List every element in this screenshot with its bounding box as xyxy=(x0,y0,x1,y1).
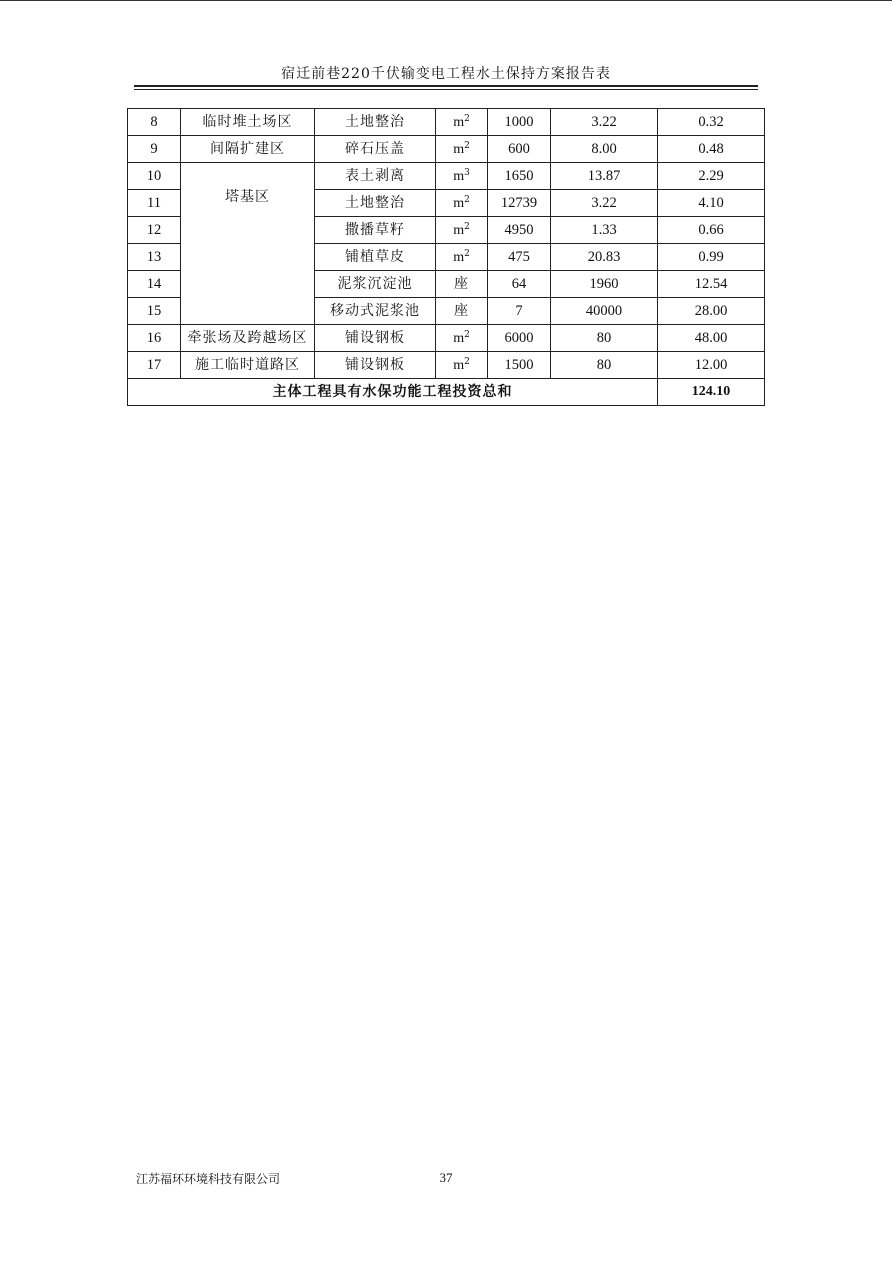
unit-superscript: 2 xyxy=(464,248,470,259)
unit-cell xyxy=(436,244,488,271)
unit-superscript: 2 xyxy=(464,329,470,340)
unit-price-cell: 1.33 xyxy=(551,217,658,244)
area-cell: 牵张场及跨越场区 xyxy=(181,325,315,352)
measure-cell: 移动式泥浆池 xyxy=(315,298,436,325)
quantity-cell: 12739 xyxy=(488,190,551,217)
quantity-cell: 64 xyxy=(488,271,551,298)
row-number: 14 xyxy=(128,271,181,298)
unit-cell xyxy=(436,109,488,136)
quantity-cell: 1500 xyxy=(488,352,551,379)
quantity-cell: 1000 xyxy=(488,109,551,136)
unit-superscript: 2 xyxy=(464,194,470,205)
investment-cell: 0.66 xyxy=(658,217,765,244)
measure-cell: 土地整治 xyxy=(315,109,436,136)
unit-base: m xyxy=(453,222,465,238)
unit-superscript: 2 xyxy=(464,113,470,124)
investment-cell: 2.29 xyxy=(658,163,765,190)
unit-cell xyxy=(436,163,488,190)
unit-base: m xyxy=(453,195,465,211)
measure-cell: 土地整治 xyxy=(315,190,436,217)
quantity-cell: 600 xyxy=(488,136,551,163)
unit-price-cell: 3.22 xyxy=(551,190,658,217)
unit-price-cell: 13.87 xyxy=(551,163,658,190)
unit-superscript: 2 xyxy=(464,140,470,151)
investment-cell: 4.10 xyxy=(658,190,765,217)
investment-cell: 28.00 xyxy=(658,298,765,325)
page-number: 37 xyxy=(439,1170,453,1185)
measure-cell: 铺设钢板 xyxy=(315,352,436,379)
unit-cell xyxy=(436,325,488,352)
unit-superscript: 2 xyxy=(464,221,470,232)
unit-price-cell: 40000 xyxy=(551,298,658,325)
table-row xyxy=(128,163,765,190)
measure-cell: 泥浆沉淀池 xyxy=(315,271,436,298)
measure-cell: 铺设钢板 xyxy=(315,325,436,352)
unit-cell xyxy=(436,190,488,217)
unit-base: m xyxy=(453,357,465,373)
measure-cell: 碎石压盖 xyxy=(315,136,436,163)
unit-base: m xyxy=(453,141,465,157)
footer-company-name: 江苏福环环境科技有限公司 xyxy=(136,1172,281,1186)
total-value: 124.10 xyxy=(658,379,765,406)
table-row xyxy=(128,109,765,136)
quantity-cell: 6000 xyxy=(488,325,551,352)
area-cell: 临时堆土场区 xyxy=(181,109,315,136)
unit-cell xyxy=(436,352,488,379)
measure-cell: 撒播草籽 xyxy=(315,217,436,244)
row-number: 17 xyxy=(128,352,181,379)
quantity-cell: 1650 xyxy=(488,163,551,190)
investment-cell: 48.00 xyxy=(658,325,765,352)
investment-cell: 12.54 xyxy=(658,271,765,298)
area-cell: 间隔扩建区 xyxy=(181,136,315,163)
unit-cell xyxy=(436,217,488,244)
row-number: 16 xyxy=(128,325,181,352)
page-top-border xyxy=(0,0,892,1)
total-row xyxy=(128,379,765,406)
header-rule xyxy=(134,85,758,87)
table-row xyxy=(128,136,765,163)
row-number: 13 xyxy=(128,244,181,271)
investment-cell: 0.99 xyxy=(658,244,765,271)
quantity-cell: 4950 xyxy=(488,217,551,244)
unit-price-cell: 80 xyxy=(551,352,658,379)
area-cell: 施工临时道路区 xyxy=(181,352,315,379)
unit-base: m xyxy=(453,330,465,346)
row-number: 10 xyxy=(128,163,181,190)
quantity-cell: 475 xyxy=(488,244,551,271)
unit-price-cell: 3.22 xyxy=(551,109,658,136)
total-label: 主体工程具有水保功能工程投资总和 xyxy=(128,379,658,406)
row-number: 12 xyxy=(128,217,181,244)
unit-cell: 座 xyxy=(436,298,488,325)
unit-base: m xyxy=(453,168,465,184)
page-header-title: 宿迁前巷220千伏输变电工程水土保持方案报告表 xyxy=(281,66,611,82)
unit-cell xyxy=(436,136,488,163)
row-number: 15 xyxy=(128,298,181,325)
soil-conservation-investment-table xyxy=(127,108,765,406)
unit-cell: 座 xyxy=(436,271,488,298)
tower-area-cell: 塔基区 xyxy=(181,163,315,325)
measure-cell: 表土剥离 xyxy=(315,163,436,190)
unit-price-cell: 1960 xyxy=(551,271,658,298)
investment-cell: 0.48 xyxy=(658,136,765,163)
row-number: 11 xyxy=(128,190,181,217)
header-rule-secondary xyxy=(134,89,758,90)
table-row xyxy=(128,325,765,352)
unit-superscript: 3 xyxy=(464,167,470,178)
row-number: 9 xyxy=(128,136,181,163)
unit-price-cell: 80 xyxy=(551,325,658,352)
measure-cell: 铺植草皮 xyxy=(315,244,436,271)
unit-price-cell: 8.00 xyxy=(551,136,658,163)
investment-cell: 0.32 xyxy=(658,109,765,136)
unit-base: m xyxy=(453,114,465,130)
table-row xyxy=(128,352,765,379)
unit-price-cell: 20.83 xyxy=(551,244,658,271)
investment-cell: 12.00 xyxy=(658,352,765,379)
unit-superscript: 2 xyxy=(464,356,470,367)
unit-base: m xyxy=(453,249,465,265)
quantity-cell: 7 xyxy=(488,298,551,325)
row-number: 8 xyxy=(128,109,181,136)
